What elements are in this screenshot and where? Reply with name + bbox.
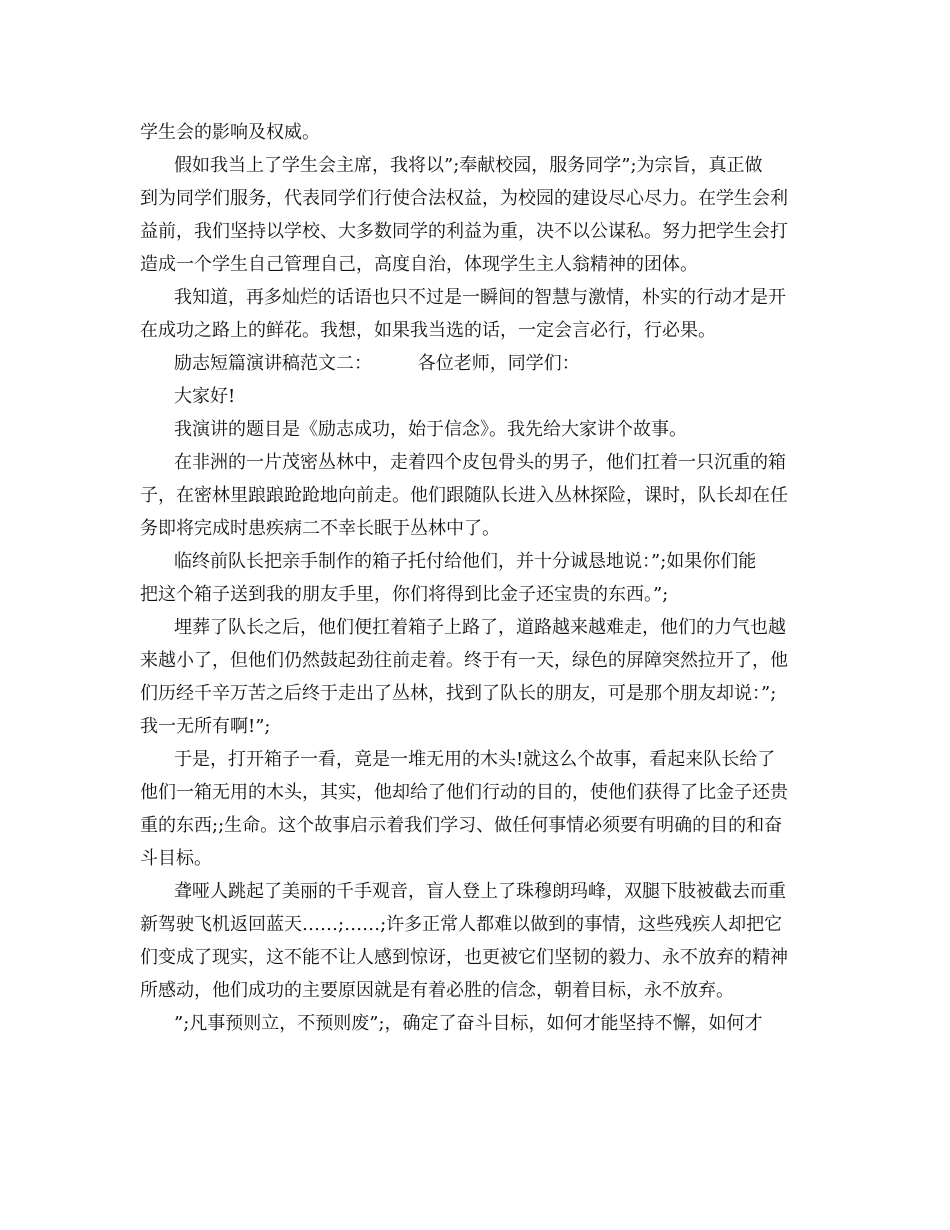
text-line: 临终前队长把亲手制作的箱子托付给他们，并十分诚恳地说：”;如果你们能 <box>174 551 757 572</box>
text-line: 造成一个学生自己管理自己，高度自治，体现学生主人翁精神的团体。 <box>140 254 698 275</box>
text-line: 们历经千辛万苦之后终于走出了丛林，找到了队长的朋友，可是那个朋友却说：”; <box>140 683 777 704</box>
text-line: 我知道，再多灿烂的话语也只不过是一瞬间的智慧与激情，朴实的行动才是开 <box>174 287 786 308</box>
text-line: 务即将完成时患疾病二不幸长眠于丛林中了。 <box>140 518 500 539</box>
text-line: 在非洲的一片茂密丛林中，走着四个皮包骨头的男子，他们扛着一只沉重的箱 <box>174 452 786 473</box>
text-line: 学生会的影响及权威。 <box>140 122 320 143</box>
text-line: 我演讲的题目是《励志成功，始于信念》。我先给大家讲个故事。 <box>174 419 687 440</box>
text-line: 所感动，他们成功的主要原因就是有着必胜的信念，朝着目标，永不放弃。 <box>140 980 734 1001</box>
text-line: 聋哑人跳起了美丽的千手观音，盲人登上了珠穆朗玛峰，双腿下肢被截去而重 <box>174 881 786 902</box>
text-line: 他们一箱无用的木头，其实，他却给了他们行动的目的，使他们获得了比金子还贵 <box>140 782 788 803</box>
text-line: 子，在密林里踉踉跄跄地向前走。他们跟随队长进入丛林探险，课时，队长却在任 <box>140 485 788 506</box>
text-line: 在成功之路上的鲜花。我想，如果我当选的话，一定会言必行，行必果。 <box>140 320 716 341</box>
text-line: 斗目标。 <box>140 848 212 869</box>
text-line: 我一无所有啊!”; <box>140 716 271 737</box>
text-line: 新驾驶飞机返回蓝天……;……;许多正常人都难以做到的事情，这些残疾人却把它 <box>140 914 783 935</box>
text-line: 来越小了，但他们仍然鼓起劲往前走着。终于有一天，绿色的屏障突然拉开了，他 <box>140 650 788 671</box>
text-line: 励志短篇演讲稿范文二： 各位老师，同学们： <box>174 353 580 374</box>
text-line: ”;凡事预则立，不预则废”;，确定了奋斗目标，如何才能坚持不懈，如何才 <box>174 1013 763 1034</box>
text-line: 埋葬了队长之后，他们便扛着箱子上路了，道路越来越难走，他们的力气也越 <box>174 617 786 638</box>
text-line: 益前，我们坚持以学校、大多数同学的利益为重，决不以公谋私。努力把学生会打 <box>140 221 788 242</box>
text-line: 重的东西;;生命。这个故事启示着我们学习、做任何事情必须要有明确的目的和奋 <box>140 815 783 836</box>
text-line: 把这个箱子送到我的朋友手里，你们将得到比金子还宝贵的东西。”; <box>140 584 669 605</box>
text-line: 到为同学们服务，代表同学们行使合法权益，为校园的建设尽心尽力。在学生会利 <box>140 188 788 209</box>
text-line: 假如我当上了学生会主席，我将以”;奉献校园，服务同学”;为宗旨，真正做 <box>174 155 763 176</box>
document-body <box>140 116 820 1040</box>
text-line: 于是，打开箱子一看，竟是一堆无用的木头!就这么个故事，看起来队长给了 <box>174 749 776 770</box>
text-line: 们变成了现实，这不能不让人感到惊讶，也更被它们坚韧的毅力、永不放弃的精神 <box>140 947 788 968</box>
text-line: 大家好! <box>174 386 236 407</box>
